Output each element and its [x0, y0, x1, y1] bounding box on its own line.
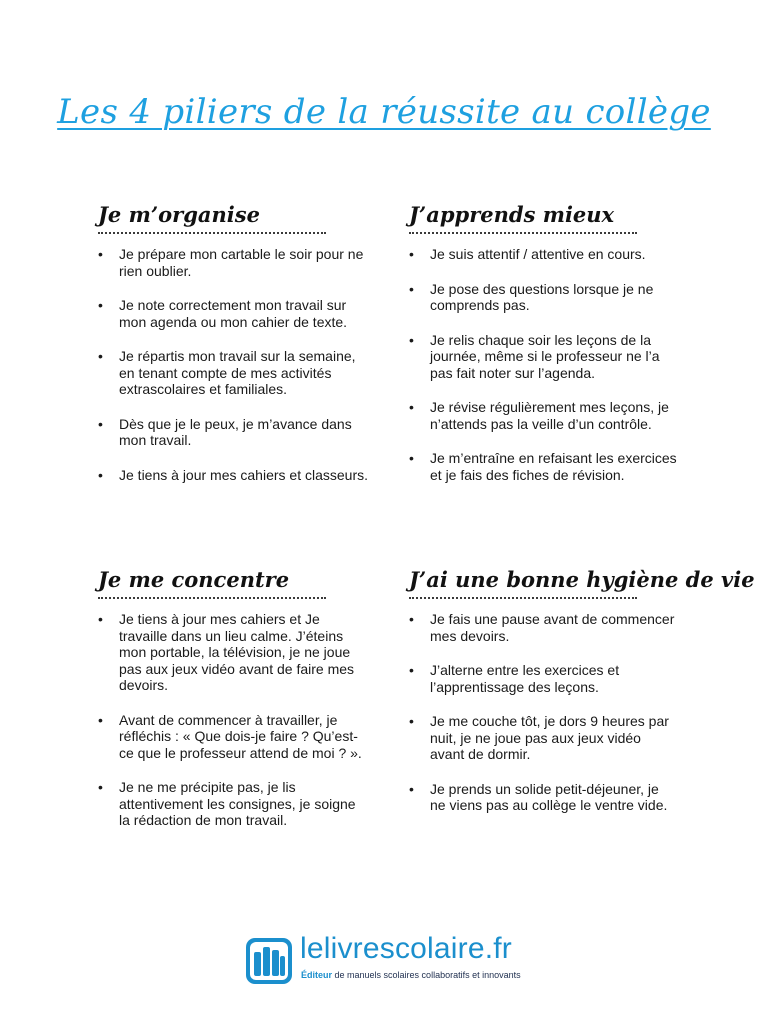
bullet-icon: •: [409, 246, 414, 262]
bullet-icon: •: [409, 331, 414, 348]
list-item: [409, 713, 677, 763]
list-item: [409, 662, 677, 695]
list-item-text: Je suis attentif / attentive en cours.: [430, 246, 646, 262]
list-item: [98, 779, 368, 829]
brand-tagline: [301, 970, 521, 980]
list-item-text: Je révise régulièrement mes leçons, je n’attends pas la veille d’un contrôle.: [430, 399, 669, 432]
bullet-icon: •: [409, 662, 414, 678]
list-item-text: Avant de commencer à travailler, je réfléchis : « Que dois-je faire ? Qu’est-ce que le professeur attend de moi ? ».: [119, 711, 362, 761]
bullet-icon: •: [409, 280, 414, 297]
list-item: [98, 416, 368, 449]
bullet-icon: •: [98, 348, 103, 364]
bullet-icon: •: [98, 415, 103, 432]
bullet-icon: •: [409, 780, 414, 797]
bullet-icon: •: [409, 399, 414, 415]
list-item: [409, 281, 677, 314]
list-item-text: Je tiens à jour mes cahiers et classeurs.: [119, 466, 368, 483]
section-organisation: [98, 200, 368, 483]
section-concentration: [98, 565, 368, 829]
bullet-list: [409, 246, 677, 483]
list-item-text: Je note correctement mon travail sur mon agenda ou mon cahier de texte.: [119, 297, 348, 330]
section-hygiene: [409, 565, 755, 814]
list-item: [409, 781, 677, 814]
bullet-list: [409, 611, 677, 814]
dotted-divider: [409, 597, 637, 599]
brand-name: lelivrescolaire.fr: [300, 932, 512, 965]
list-item: [409, 332, 677, 382]
section-apprendre: [409, 200, 677, 483]
tagline-strong: Éditeur: [301, 970, 333, 980]
list-item: [98, 712, 368, 762]
brand-logo[interactable]: [244, 934, 534, 990]
list-item-text: Je ne me précipite pas, je lis attentivement les consignes, je soigne la rédaction de mon travail.: [119, 779, 356, 828]
bullet-icon: •: [409, 611, 414, 627]
list-item-text: Je répartis mon travail sur la semaine, en tenant compte de mes activités extrascolaires et familiales.: [119, 348, 356, 397]
list-item: [409, 246, 677, 263]
bullet-icon: •: [98, 611, 103, 627]
list-item-text: Je m’entraîne en refaisant les exercices et je fais des fiches de révision.: [430, 450, 677, 483]
books-icon: [244, 936, 294, 986]
list-item-text: Je tiens à jour mes cahiers et Je travaille dans un lieu calme. J’éteins mon portable, la télévision, je ne joue pas aux jeux vidéo avant de faire mes devoirs.: [119, 611, 355, 693]
list-item-text: Dès que je le peux, je m’avance dans mon travail.: [119, 415, 352, 448]
list-item: [98, 611, 368, 694]
bullet-list: [98, 246, 368, 483]
section-heading: Je me concentre: [98, 567, 290, 592]
section-heading: J’apprends mieux: [409, 202, 615, 227]
page-title: Les 4 piliers de la réussite au collège: [57, 92, 711, 132]
list-item: [98, 348, 368, 398]
list-item-text: Je relis chaque soir les leçons de la journée, même si le professeur ne l’a pas fait noter sur l’agenda.: [430, 331, 660, 381]
list-item: [98, 297, 368, 330]
list-item: [409, 399, 677, 432]
list-item-text: Je fais une pause avant de commencer mes devoirs.: [430, 611, 675, 644]
list-item: [98, 246, 368, 279]
tagline-rest: de manuels scolaires collaboratifs et innovants: [332, 970, 521, 980]
bullet-icon: •: [409, 713, 414, 729]
list-item: [409, 611, 677, 644]
bullet-icon: •: [98, 246, 103, 262]
bullet-list: [98, 611, 368, 829]
list-item: [409, 450, 677, 483]
list-item: [98, 467, 368, 484]
dotted-divider: [409, 232, 637, 234]
list-item-text: Je me couche tôt, je dors 9 heures par nuit, je ne joue pas aux jeux vidéo avant de dormir.: [430, 713, 669, 762]
section-heading: J’ai une bonne hygiène de vie: [409, 567, 755, 592]
bullet-icon: •: [409, 450, 414, 466]
bullet-icon: •: [98, 466, 103, 483]
list-item-text: Je prends un solide petit-déjeuner, je ne viens pas au collège le ventre vide.: [430, 780, 668, 813]
list-item-text: J’alterne entre les exercices et l’apprentissage des leçons.: [430, 662, 620, 695]
list-item-text: Je prépare mon cartable le soir pour ne rien oublier.: [119, 246, 364, 279]
section-heading: Je m’organise: [98, 202, 260, 227]
dotted-divider: [98, 597, 326, 599]
dotted-divider: [98, 232, 326, 234]
bullet-icon: •: [98, 711, 103, 728]
bullet-icon: •: [98, 297, 103, 313]
bullet-icon: •: [98, 779, 103, 795]
list-item-text: Je pose des questions lorsque je ne comprends pas.: [430, 280, 654, 313]
